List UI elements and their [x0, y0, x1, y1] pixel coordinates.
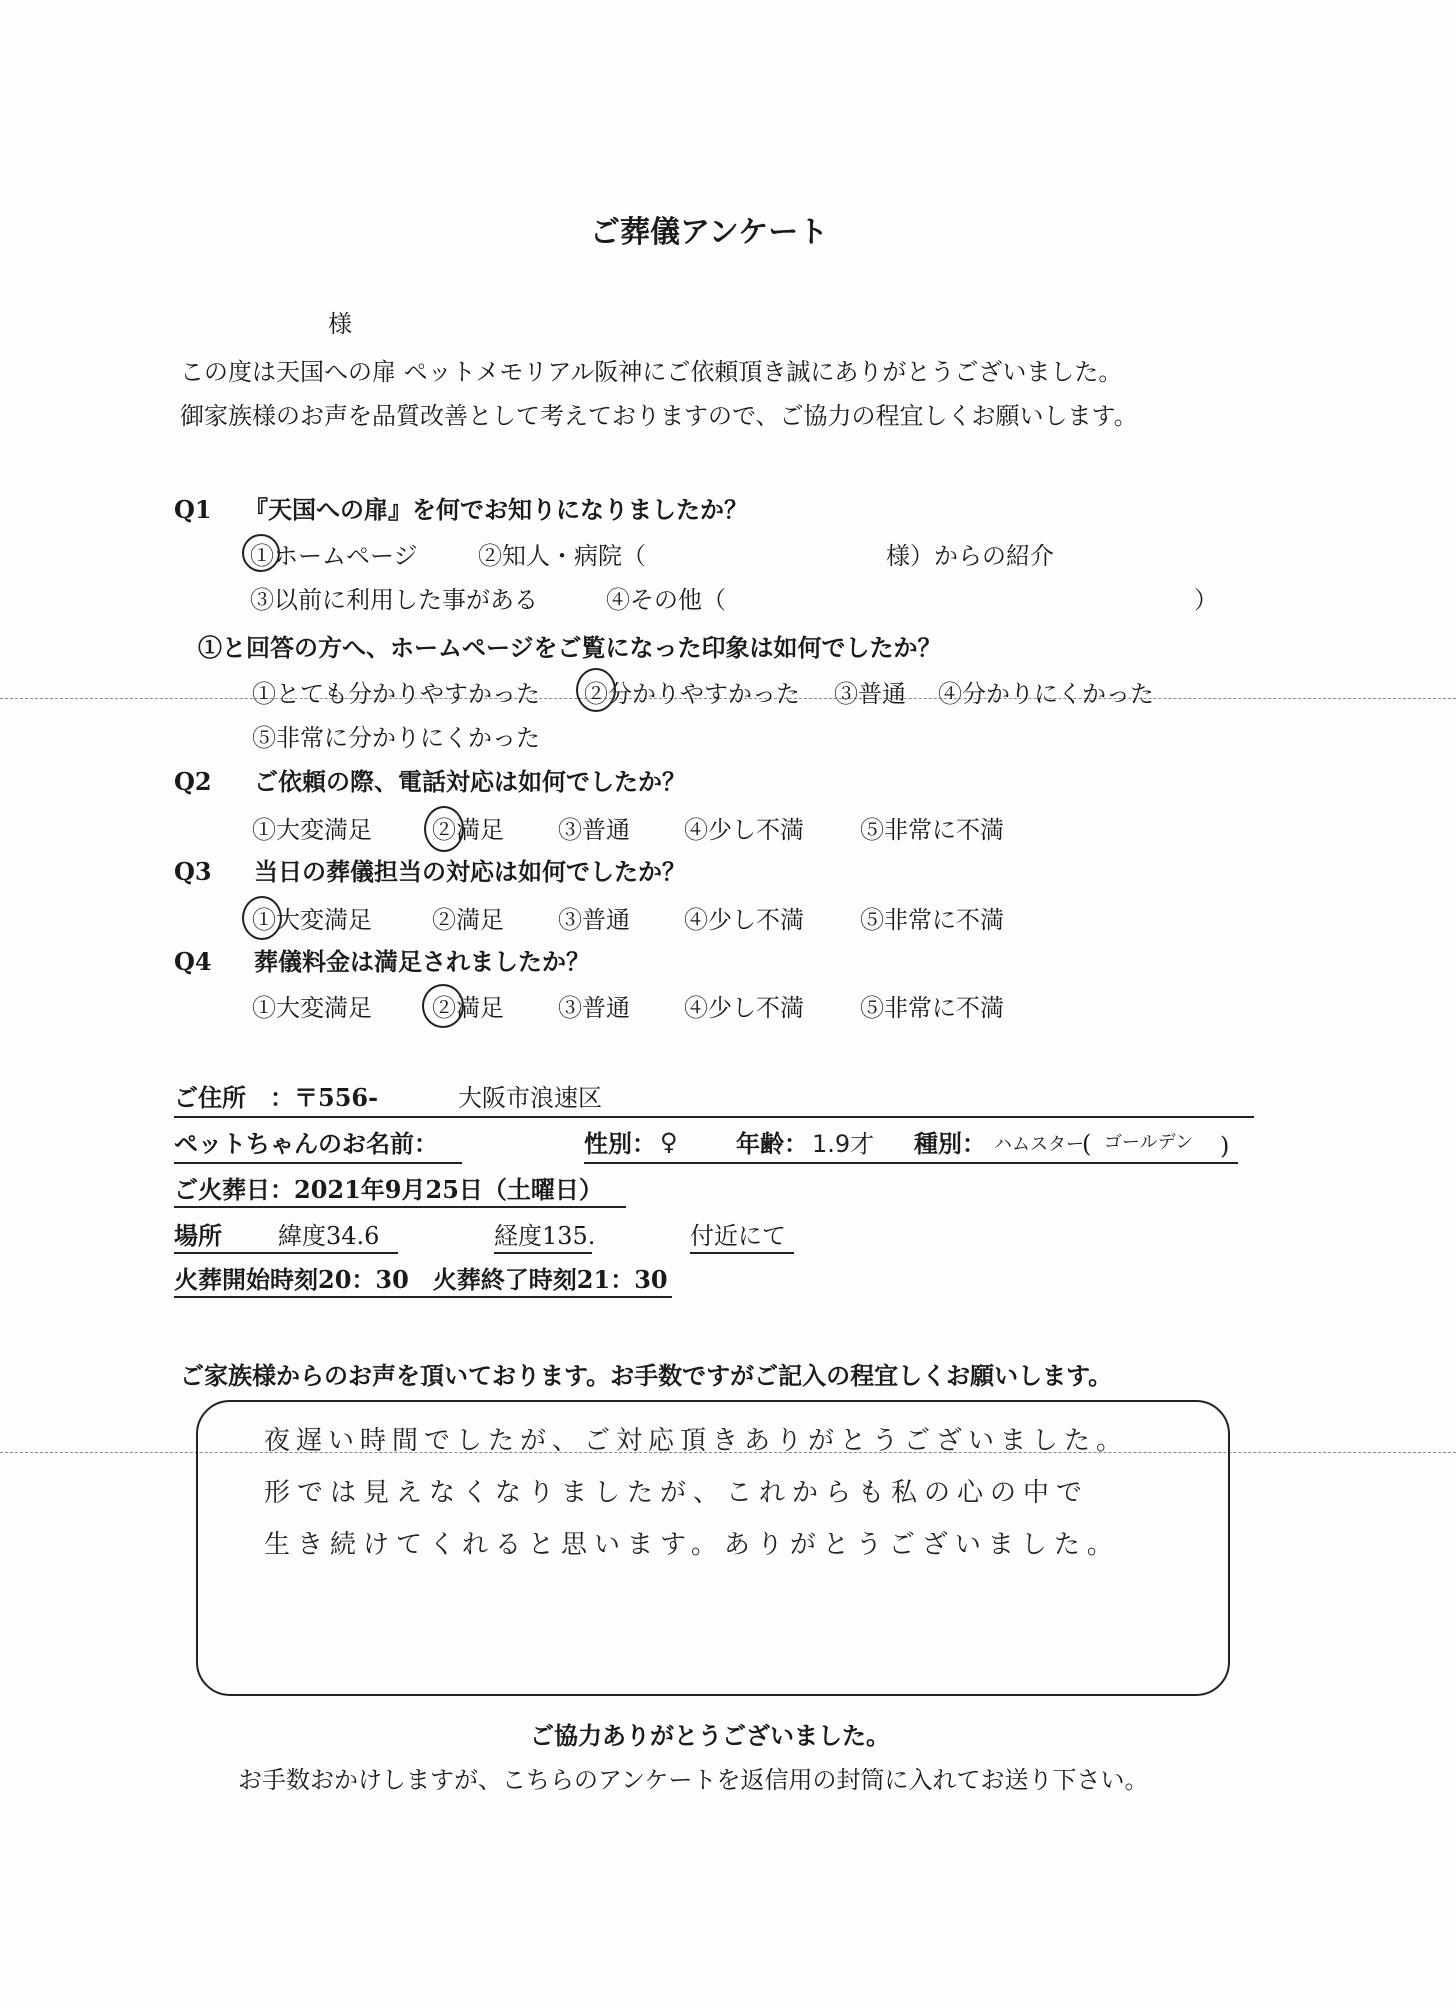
place-underline-c [690, 1252, 794, 1254]
age-value[interactable]: 1.9才 [812, 1130, 875, 1158]
q1-option-1[interactable]: ①ホームページ [250, 542, 418, 570]
survey-title: ご葬儀アンケート [590, 215, 829, 250]
place-underline-b [494, 1252, 592, 1254]
q1-sub-option-3[interactable]: ③普通 [834, 680, 906, 708]
q2-option-3[interactable]: ③普通 [558, 816, 630, 844]
comment-line-2: 形では見えなくなりましたが、これからも私の心の中で [264, 1478, 1090, 1508]
q1-sub-option-2[interactable]: ②分かりやすかった [584, 680, 800, 708]
pet-name-underline-a [174, 1162, 462, 1164]
q2-option-2[interactable]: ②満足 [432, 816, 504, 844]
q4-option-3[interactable]: ③普通 [558, 994, 630, 1022]
q1-label: Q1 [174, 495, 212, 524]
species-label: 種別： [914, 1129, 986, 1158]
q4-option-4[interactable]: ④少し不満 [684, 994, 804, 1022]
q3-label: Q3 [174, 857, 212, 886]
q2-selection-mark [424, 806, 464, 852]
closing-note: お手数おかけしますが、こちらのアンケートを返信用の封筒に入れてお送り下さい。 [238, 1766, 1149, 1794]
age-label: 年齢： [736, 1129, 808, 1158]
breed-value[interactable]: ゴールデン [1104, 1132, 1194, 1153]
q3-option-3[interactable]: ③普通 [558, 906, 630, 934]
intro-line-2: 御家族様のお声を品質改善として考えておりますので、ご協力の程宜しくお願いします。 [180, 402, 1138, 430]
q4-option-1[interactable]: ①大変満足 [252, 994, 372, 1022]
q1-sub-option-5[interactable]: ⑤非常に分かりにくかった [252, 724, 540, 752]
gender-value[interactable]: ♀ [660, 1128, 678, 1156]
q3-option-4[interactable]: ④少し不満 [684, 906, 804, 934]
pet-name-label: ペットちゃんのお名前： [174, 1129, 438, 1158]
q1-sub-selection-mark [576, 668, 616, 712]
q1-question: 『天国への扉』を何でお知りになりましたか？ [244, 495, 748, 524]
q2-option-1[interactable]: ①大変満足 [252, 816, 372, 844]
species-value[interactable]: ハムスター [994, 1134, 1084, 1155]
q2-question: ご依頼の際、電話対応は如何でしたか？ [254, 767, 686, 796]
cremation-times: 火葬開始時刻20：30 火葬終了時刻21：30 [174, 1265, 668, 1294]
q1-sub-question: ①と回答の方へ、ホームページをご覧になった印象は如何でしたか？ [198, 633, 942, 662]
pet-name-underline-b [584, 1162, 1238, 1164]
place-label: 場所 [174, 1221, 222, 1250]
closing-thanks: ご協力ありがとうございました。 [530, 1721, 890, 1750]
q3-selection-mark [242, 896, 282, 940]
intro-line-1: この度は天国への扉 ペットメモリアル阪神にご依頼頂き誠にありがとうございました。 [180, 358, 1123, 386]
q1-sub-option-1[interactable]: ①とても分かりやすかった [252, 680, 540, 708]
q1-option-2[interactable]: ②知人・病院（ [478, 542, 646, 570]
q3-option-1[interactable]: ①大変満足 [252, 906, 372, 934]
q2-option-5[interactable]: ⑤非常に不満 [860, 816, 1004, 844]
comment-line-1: 夜遅い時間でしたが、ご対応頂きありがとうございました。 [264, 1426, 1129, 1456]
q3-question: 当日の葬儀担当の対応は如何でしたか？ [254, 857, 686, 886]
q1-sub-option-4[interactable]: ④分かりにくかった [938, 680, 1154, 708]
q2-option-4[interactable]: ④少し不満 [684, 816, 804, 844]
q3-option-5[interactable]: ⑤非常に不満 [860, 906, 1004, 934]
cremation-times-underline [174, 1296, 672, 1298]
q1-option-3[interactable]: ③以前に利用した事がある [250, 586, 538, 614]
cremation-date: ご火葬日：2021年9月25日（土曜日） [174, 1175, 603, 1204]
longitude-value[interactable]: 経度135. [494, 1222, 596, 1250]
recipient-salutation: 様 [328, 310, 352, 338]
cremation-date-underline [174, 1206, 626, 1208]
address-label: ご住所 ：〒556- [174, 1083, 379, 1112]
breed-close-paren: ) [1220, 1132, 1230, 1160]
q4-option-2[interactable]: ②満足 [432, 994, 504, 1022]
gender-label: 性別： [584, 1129, 656, 1158]
q1-option-4-close: ） [1194, 586, 1218, 614]
place-underline-a [174, 1252, 398, 1254]
q2-label: Q2 [174, 767, 212, 796]
q4-question: 葬儀料金は満足されましたか？ [254, 947, 590, 976]
q4-selection-mark [422, 984, 464, 1028]
q4-option-5[interactable]: ⑤非常に不満 [860, 994, 1004, 1022]
comment-line-3: 生き続けてくれると思います。ありがとうございました。 [264, 1530, 1120, 1560]
address-underline [174, 1116, 1254, 1118]
latitude-value[interactable]: 緯度34.6 [278, 1222, 380, 1250]
q4-label: Q4 [174, 947, 212, 976]
q3-option-2[interactable]: ②満足 [432, 906, 504, 934]
q1-selection-mark [242, 534, 280, 572]
q1-option-4[interactable]: ④その他（ [606, 586, 726, 614]
breed-open-paren: ( [1082, 1130, 1092, 1158]
q1-option-2-suffix: 様）からの紹介 [886, 542, 1054, 570]
near-label: 付近にて [690, 1222, 786, 1250]
comment-prompt: ご家族様からのお声を頂いております。お手数ですがご記入の程宜しくお願いします。 [180, 1361, 1113, 1390]
address-value[interactable]: 大阪市浪速区 [458, 1084, 602, 1112]
